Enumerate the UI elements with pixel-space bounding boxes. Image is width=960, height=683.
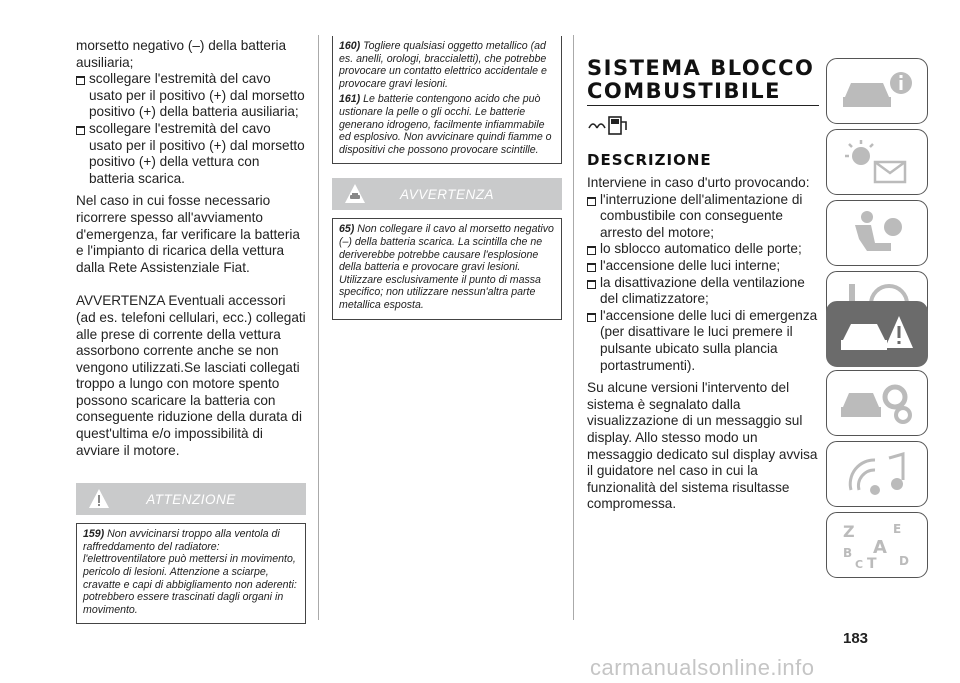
column-divider	[318, 35, 319, 620]
note-text: Non collegare il cavo al morsetto negativo (–) della batteria scarica. La scintilla che ne deriverebbe potrebbe causare l'esplosione della batteria e provocare gravi lesioni. Utilizzare esclusivamente il punto di massa specifico; non utilizzare nessun'altra parte metallica esposta.	[339, 223, 554, 311]
tab-index[interactable]	[826, 512, 928, 578]
index-letter: B	[843, 546, 853, 560]
bullet-item: l'accensione delle luci interne;	[587, 258, 819, 275]
index-letter: C	[855, 558, 864, 569]
bullet-item: la disattivazione della ventilazione del climatizzatore;	[587, 275, 819, 308]
tab-seat-airbag[interactable]	[826, 200, 928, 266]
car-info-icon	[841, 67, 913, 115]
multimedia-icon	[841, 450, 913, 498]
warning-lights-icon	[841, 138, 913, 186]
left-column	[76, 38, 306, 624]
tab-car-info[interactable]	[826, 58, 928, 124]
note-text: Le batterie contengono acido che può ustionare la pelle o gli occhi. Le batterie generano idrogeno, facilmente infiammabile ed esplosivo. Non avvicinare quindi fiamme o dispositivi che possono provocare scintille.	[339, 93, 552, 156]
bullet-item: scollegare l'estremità del cavo usato per il positivo (+) dal morsetto positivo (+) della vettura con batteria scarica.	[76, 121, 306, 187]
tab-warning-lights[interactable]	[826, 129, 928, 195]
right-column	[587, 57, 819, 513]
note-box	[332, 36, 562, 164]
note-number: 65)	[339, 223, 355, 236]
note-number: 160)	[339, 40, 361, 52]
warning-triangle-icon	[88, 488, 110, 510]
title-line: COMBUSTIBILE	[587, 79, 782, 103]
fuel-cutoff-icon	[587, 114, 629, 136]
banner-label: ATTENZIONE	[146, 491, 236, 507]
index-letter: T	[867, 556, 877, 569]
page-number: 183	[843, 630, 869, 647]
note-text: Togliere qualsiasi oggetto metallico (ad es. anelli, orologi, braccialetti), che potrebbe provocare un contatto elettrico accidentale e provocare gravi lesioni.	[339, 40, 547, 90]
bullet-item: lo sblocco automatico delle porte;	[587, 241, 819, 258]
alphabetical-index-icon	[841, 521, 913, 569]
note-number: 159)	[83, 528, 105, 541]
index-letter: Z	[843, 522, 855, 541]
index-letter: E	[893, 522, 902, 536]
watermark: carmanualsonline.info	[590, 655, 815, 680]
middle-column	[332, 36, 562, 320]
tab-maintenance[interactable]	[826, 370, 928, 436]
avvertenza-banner	[332, 178, 562, 210]
paragraph: Su alcune versioni l'intervento del sistema è segnalato dalla visualizzazione di un messaggio sul display. Allo stesso modo un messaggio dedicato sul display avvisa il guidatore nel caso in cui la funzionalità del sistema risultasse compromessa.	[587, 380, 818, 512]
paragraph: morsetto negativo (–) della batteria ausiliaria;	[76, 38, 287, 70]
car-maintenance-gears-icon	[841, 379, 913, 427]
car-warning-icon	[344, 183, 366, 205]
bullet-item: l'interruzione dell'alimentazione di combustibile con conseguente arresto del motore;	[587, 192, 819, 242]
bullet-item: scollegare l'estremità del cavo usato per il positivo (+) dal morsetto positivo (+) della batteria ausiliaria;	[76, 71, 306, 121]
title-line: SISTEMA BLOCCO	[587, 56, 815, 80]
note-number: 161)	[339, 93, 361, 106]
index-letter: A	[873, 537, 887, 558]
subsection-title: DESCRIZIONE	[587, 151, 712, 169]
car-emergency-icon	[841, 310, 913, 358]
bullet-item: l'accensione delle luci di emergenza (per disattivare le luci premere il pulsante ubicato sulla plancia portastrumenti).	[587, 308, 819, 374]
warning-paragraph: AVVERTENZA Eventuali accessori (ad es. telefoni cellulari, ecc.) collegati alle prese di corrente della vettura assorbono corrente anche se non vengono utilizzati.Se lasciati collegati troppo a lungo con motore spento possono scaricare la batteria con conseguente riduzione della durata di quest'ultima e/o impossibilità di avviare il motore.	[76, 293, 306, 458]
paragraph: Nel caso in cui fosse necessario ricorrere spesso all'avviamento d'emergenza, far verificare la batteria e l'impianto di ricarica della vettura dalla Rete Assistenziale Fiat.	[76, 193, 300, 275]
seat-airbag-icon	[841, 209, 913, 257]
column-divider	[573, 35, 574, 620]
note-box	[76, 523, 306, 624]
tab-emergency[interactable]	[826, 301, 928, 367]
attenzione-banner	[76, 483, 306, 515]
section-title	[587, 57, 819, 103]
paragraph: Interviene in caso d'urto provocando:	[587, 175, 810, 190]
title-rule	[587, 105, 819, 106]
index-letter: D	[899, 554, 909, 568]
note-box	[332, 218, 562, 319]
banner-label: AVVERTENZA	[399, 186, 495, 202]
tab-multimedia[interactable]	[826, 441, 928, 507]
note-text: Non avvicinarsi troppo alla ventola di raffreddamento del radiatore: l'elettroventilatore può mettersi in movimento, pericolo di lesioni. Attenzione a sciarpe, cravatte e capi di abbigliamento non aderenti: potrebbero essere trascinati dagli organi in movimento.	[83, 528, 297, 616]
